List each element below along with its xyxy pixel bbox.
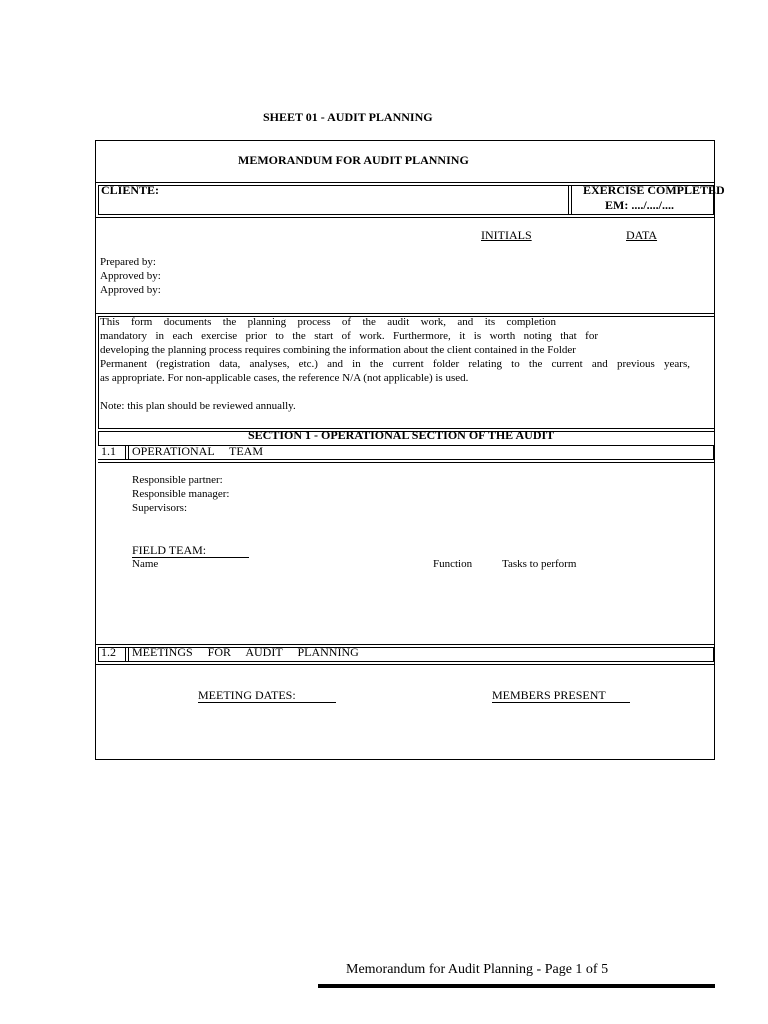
description-line: as appropriate. For non-applicable cases, the reference N/A (not applicable) is used. — [100, 372, 469, 384]
column-function: Function — [433, 558, 473, 570]
subsection-title: OPERATIONAL TEAM — [132, 444, 263, 458]
meeting-dates-label: MEETING DATES: — [198, 689, 336, 703]
subsection-number: 1.2 — [101, 645, 116, 659]
section-1-title: SECTION 1 - OPERATIONAL SECTION OF THE AUDIT — [248, 428, 555, 442]
description-line: developing the planning process requires combining the information about the client contained in the Folder — [100, 344, 576, 356]
prepared-by-label: Prepared by: — [100, 256, 156, 268]
memo-title: MEMORANDUM FOR AUDIT PLANNING — [238, 153, 469, 167]
exercise-date: EM: ..../..../.... — [605, 198, 674, 212]
description-line: mandatory in each exercise prior to the start of work. Furthermore, it is worth noting that for — [100, 330, 598, 342]
footer-rule — [318, 984, 715, 988]
supervisors-label: Supervisors: — [132, 502, 187, 514]
column-name: Name — [132, 558, 159, 570]
client-label: CLIENTE: — [101, 183, 160, 197]
date-header: DATA — [626, 228, 658, 242]
subsection-number: 1.1 — [101, 444, 116, 458]
approved-by-label: Approved by: — [100, 284, 161, 296]
description-line: This form documents the planning process of the audit work, and its completion — [100, 316, 556, 328]
sheet-title: SHEET 01 - AUDIT PLANNING — [263, 110, 433, 124]
responsible-manager-label: Responsible manager: — [132, 488, 230, 500]
subsection-title: MEETINGS FOR AUDIT PLANNING — [132, 645, 359, 659]
column-tasks: Tasks to perform — [502, 558, 577, 570]
members-present-label: MEMBERS PRESENT — [492, 689, 630, 703]
description-line: Permanent (registration data, analyses, etc.) and in the current folder relating to the current and previous years, — [100, 358, 690, 370]
page-footer: Memorandum for Audit Planning - Page 1 of 5 — [346, 962, 609, 977]
form-description — [100, 315, 690, 413]
responsible-partner-label: Responsible partner: — [132, 474, 223, 486]
field-team-label: FIELD TEAM: — [132, 544, 249, 558]
description-note: Note: this plan should be reviewed annually. — [100, 400, 296, 412]
initials-header: INITIALS — [481, 228, 532, 242]
approved-by-label: Approved by: — [100, 270, 161, 282]
exercise-completed-label: EXERCISE COMPLETED — [583, 183, 725, 197]
